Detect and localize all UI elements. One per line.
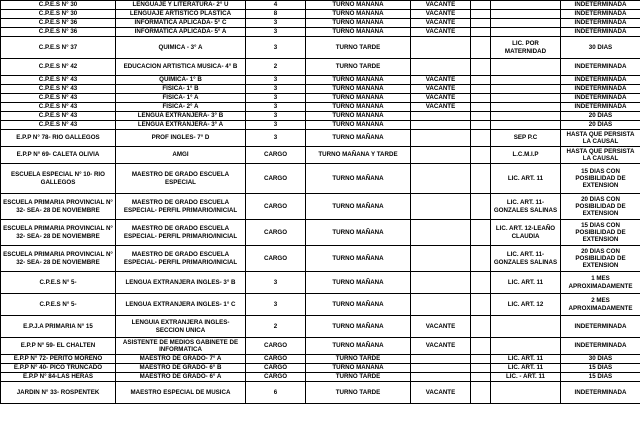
reason-cell <box>491 28 561 37</box>
hours-cell: CARGO <box>246 164 306 194</box>
status-cell <box>411 112 471 121</box>
table-row <box>1 316 640 338</box>
subject-cell: FISICA- 1° A <box>116 94 246 103</box>
reason-cell: LIC. ART. 11- GONZALES SALINAS <box>491 194 561 220</box>
table-row <box>1 382 640 404</box>
school-cell: JARDIN N° 33- ROSPENTEK <box>1 382 116 404</box>
table-row <box>1 130 640 147</box>
subject-cell: FISICA- 1° B <box>116 85 246 94</box>
subject-cell: MAESTRO DE GRADO- 6° A <box>116 373 246 382</box>
table-row <box>1 10 640 19</box>
table-row <box>1 37 640 59</box>
subject-cell: LENGUIA EXTRANJERA INGLES- SECCION UNICA <box>116 316 246 338</box>
extra-cell <box>471 37 491 59</box>
table-row <box>1 338 640 355</box>
reason-cell <box>491 10 561 19</box>
shift-cell: TURNO MAÑANA <box>306 194 411 220</box>
duration-cell: 20 DIAS <box>561 121 640 130</box>
shift-cell: TURNO TARDE <box>306 373 411 382</box>
table-row <box>1 112 640 121</box>
table-row <box>1 94 640 103</box>
school-cell: ESCUELA PRIMARIA PROVINCIAL N° 32- SEA- 28 DE NOVIEMBRE <box>1 194 116 220</box>
reason-cell: LIC. ART. 11 <box>491 355 561 364</box>
status-cell <box>411 220 471 246</box>
extra-cell <box>471 147 491 164</box>
extra-cell <box>471 112 491 121</box>
hours-cell: CARGO <box>246 364 306 373</box>
duration-cell: INDETERMINADA <box>561 85 640 94</box>
extra-cell <box>471 94 491 103</box>
duration-cell: 30 DIAS <box>561 355 640 364</box>
hours-cell: 3 <box>246 130 306 147</box>
hours-cell: 3 <box>246 76 306 85</box>
school-cell: C.P.E.S N° 36 <box>1 19 116 28</box>
shift-cell: TURNO MAÑANA <box>306 130 411 147</box>
duration-cell: INDETERMINADA <box>561 10 640 19</box>
hours-cell: CARGO <box>246 338 306 355</box>
school-cell: C.P.E.S N° 43 <box>1 121 116 130</box>
status-cell <box>411 147 471 164</box>
reason-cell: LIC. ART. 11- GONZALES SALINAS <box>491 246 561 272</box>
extra-cell <box>471 194 491 220</box>
hours-cell: 3 <box>246 37 306 59</box>
hours-cell: 3 <box>246 94 306 103</box>
extra-cell <box>471 246 491 272</box>
extra-cell <box>471 338 491 355</box>
duration-cell: INDETERMINADA <box>561 59 640 76</box>
duration-cell: 15 DIAS <box>561 364 640 373</box>
hours-cell: 3 <box>246 272 306 294</box>
table-row <box>1 272 640 294</box>
school-cell: C.P.E.S N° 5- <box>1 294 116 316</box>
extra-cell <box>471 121 491 130</box>
school-cell: C.P.E.S N° 36 <box>1 28 116 37</box>
school-cell: C.P.E.S N° 37 <box>1 37 116 59</box>
reason-cell <box>491 103 561 112</box>
reason-cell <box>491 59 561 76</box>
duration-cell: HASTA QUE PERSISTA LA CAUSAL <box>561 130 640 147</box>
table-row <box>1 1 640 10</box>
subject-cell: FISICA- 2° A <box>116 103 246 112</box>
reason-cell <box>491 94 561 103</box>
hours-cell: CARGO <box>246 147 306 164</box>
school-cell: E.P.P N° 40- PICO TRUNCADO <box>1 364 116 373</box>
subject-cell: MAESTRO DE GRADO ESCUELA ESPECIAL- PERFIL PRIMARIO/INICIAL <box>116 220 246 246</box>
status-cell <box>411 373 471 382</box>
hours-cell: 3 <box>246 121 306 130</box>
status-cell: VACANTE <box>411 28 471 37</box>
subject-cell: LENGUAJE Y LITERATURA- 2° U <box>116 1 246 10</box>
duration-cell: INDETERMINADA <box>561 382 640 404</box>
table-row <box>1 246 640 272</box>
shift-cell: TURNO MAÑANA <box>306 85 411 94</box>
extra-cell <box>471 382 491 404</box>
duration-cell: 15 DIAS CON POSIBILIDAD DE EXTENSION <box>561 220 640 246</box>
hours-cell: 3 <box>246 28 306 37</box>
school-cell: ESCUELA ESPECIAL N° 10- RIO GALLEGOS <box>1 164 116 194</box>
hours-cell: CARGO <box>246 194 306 220</box>
duration-cell: HASTA QUE PERSISTA LA CAUSAL <box>561 147 640 164</box>
school-cell: C.P.E.S N° 43 <box>1 103 116 112</box>
subject-cell: LENGUA EXTRANJERA- 3° B <box>116 112 246 121</box>
duration-cell: INDETERMINADA <box>561 76 640 85</box>
duration-cell: 20 DIAS CON POSIBILIDAD DE EXTENSION <box>561 246 640 272</box>
table-row <box>1 194 640 220</box>
hours-cell: CARGO <box>246 246 306 272</box>
hours-cell: 3 <box>246 103 306 112</box>
shift-cell: TURNO MAÑANA <box>306 316 411 338</box>
reason-cell: SEP P.C <box>491 130 561 147</box>
shift-cell: TURNO MAÑANA <box>306 76 411 85</box>
shift-cell: TURNO MAÑANA <box>306 103 411 112</box>
duration-cell: 1 MES APROXIMADAMENTE <box>561 272 640 294</box>
reason-cell: LIC. - ART. 11 <box>491 373 561 382</box>
subject-cell: LENGUA EXTRANJERA INGLES- 3° B <box>116 272 246 294</box>
hours-cell: 3 <box>246 294 306 316</box>
table-row <box>1 220 640 246</box>
extra-cell <box>471 19 491 28</box>
subject-cell: ASISTENTE DE MEDIOS GABINETE DE INFORMATICA <box>116 338 246 355</box>
extra-cell <box>471 10 491 19</box>
table-row <box>1 103 640 112</box>
subject-cell: QUIMICA- 1° B <box>116 76 246 85</box>
shift-cell: TURNO MAÑANA <box>306 272 411 294</box>
extra-cell <box>471 316 491 338</box>
hours-cell: CARGO <box>246 373 306 382</box>
extra-cell <box>471 364 491 373</box>
shift-cell: TURNO MAÑANA <box>306 121 411 130</box>
duration-cell: 20 DIAS CON POSIBILIDAD DE EXTENSION <box>561 194 640 220</box>
duration-cell: 2 MES APROXIMADAMENTE <box>561 294 640 316</box>
reason-cell: LIC. ART. 12-LEAÑO CLAUDIA <box>491 220 561 246</box>
duration-cell: INDETERMINADA <box>561 316 640 338</box>
status-cell <box>411 294 471 316</box>
school-cell: E.P.P N° 78- RIO GALLEGOS <box>1 130 116 147</box>
table-row <box>1 19 640 28</box>
duration-cell: INDETERMINADA <box>561 1 640 10</box>
subject-cell: MAESTRO ESPECIAL DE MUSICA <box>116 382 246 404</box>
extra-cell <box>471 272 491 294</box>
shift-cell: TURNO MAÑANA <box>306 112 411 121</box>
status-cell: VACANTE <box>411 1 471 10</box>
duration-cell: 15 DIAS CON POSIBILIDAD DE EXTENSION <box>561 164 640 194</box>
hours-cell: 2 <box>246 59 306 76</box>
table-row <box>1 76 640 85</box>
subject-cell: INFORMATICA APLICADA- 5° A <box>116 28 246 37</box>
status-cell <box>411 246 471 272</box>
reason-cell <box>491 85 561 94</box>
school-cell: C.P.E.S N° 42 <box>1 59 116 76</box>
shift-cell: TURNO MAÑANA <box>306 28 411 37</box>
duration-cell: 15 DIAS <box>561 373 640 382</box>
reason-cell <box>491 112 561 121</box>
school-cell: E.P.P N° 84-LAS HERAS <box>1 373 116 382</box>
extra-cell <box>471 28 491 37</box>
duration-cell: 30 DIAS <box>561 37 640 59</box>
shift-cell: TURNO MAÑANA <box>306 19 411 28</box>
reason-cell <box>491 338 561 355</box>
school-cell: C.P.E.S N° 43 <box>1 85 116 94</box>
extra-cell <box>471 59 491 76</box>
table-row <box>1 164 640 194</box>
subject-cell: MAESTRO DE GRADO- 6° B <box>116 364 246 373</box>
extra-cell <box>471 220 491 246</box>
extra-cell <box>471 130 491 147</box>
school-cell: ESCUELA PRIMARIA PROVINCIAL N° 32- SEA- 28 DE NOVIEMBRE <box>1 246 116 272</box>
status-cell <box>411 355 471 364</box>
table-row <box>1 85 640 94</box>
status-cell: VACANTE <box>411 94 471 103</box>
school-cell: C.P.E.S N° 43 <box>1 94 116 103</box>
school-cell: E.P.P N° 69- CALETA OLIVIA <box>1 147 116 164</box>
shift-cell: TURNO MAÑANA <box>306 220 411 246</box>
shift-cell: TURNO MAÑANA <box>306 364 411 373</box>
reason-cell <box>491 316 561 338</box>
subject-cell: MAESTRO DE GRADO ESCUELA ESPECIAL- PERFIL PRIMARIO/INICIAL <box>116 246 246 272</box>
school-cell: E.P.P N° 72- PERITO MORENO <box>1 355 116 364</box>
shift-cell: TURNO MAÑANA <box>306 164 411 194</box>
subject-cell: AMGI <box>116 147 246 164</box>
status-cell <box>411 364 471 373</box>
shift-cell: TURNO MAÑANA <box>306 10 411 19</box>
extra-cell <box>471 1 491 10</box>
status-cell <box>411 37 471 59</box>
duration-cell: INDETERMINADA <box>561 338 640 355</box>
duration-cell: INDETERMINADA <box>561 19 640 28</box>
reason-cell <box>491 76 561 85</box>
subject-cell: EDUCACION ARTISTICA MUSICA- 4° B <box>116 59 246 76</box>
school-cell: E.P.P N° 59- EL CHALTEN <box>1 338 116 355</box>
hours-cell: 6 <box>246 382 306 404</box>
subject-cell: QUIMICA - 3° A <box>116 37 246 59</box>
reason-cell <box>491 382 561 404</box>
hours-cell: CARGO <box>246 220 306 246</box>
extra-cell <box>471 355 491 364</box>
school-cell: ESCUELA PRIMARIA PROVINCIAL N° 32- SEA- 28 DE NOVIEMBRE <box>1 220 116 246</box>
status-cell: VACANTE <box>411 338 471 355</box>
table-row <box>1 28 640 37</box>
status-cell <box>411 194 471 220</box>
subject-cell: PROF INGLES- 7° D <box>116 130 246 147</box>
status-cell: VACANTE <box>411 85 471 94</box>
extra-cell <box>471 76 491 85</box>
shift-cell: TURNO MAÑANA <box>306 94 411 103</box>
school-cell: E.P.J.A PRIMARIA N° 15 <box>1 316 116 338</box>
status-cell <box>411 59 471 76</box>
subject-cell: MAESTRO DE GRADO- 7° A <box>116 355 246 364</box>
duration-cell: 20 DIAS <box>561 112 640 121</box>
table-row <box>1 373 640 382</box>
shift-cell: TURNO TARDE <box>306 382 411 404</box>
reason-cell: LIC. POR MATERNIDAD <box>491 37 561 59</box>
subject-cell: LENGUA EXTRANJERA INGLES- 1° C <box>116 294 246 316</box>
table-row <box>1 294 640 316</box>
duration-cell: INDETERMINADA <box>561 94 640 103</box>
status-cell <box>411 272 471 294</box>
table-row <box>1 147 640 164</box>
reason-cell <box>491 19 561 28</box>
shift-cell: TURNO MAÑANA <box>306 294 411 316</box>
subject-cell: MAESTRO DE GRADO ESCUELA ESPECIAL <box>116 164 246 194</box>
reason-cell <box>491 121 561 130</box>
shift-cell: TURNO TARDE <box>306 59 411 76</box>
extra-cell <box>471 294 491 316</box>
table-row <box>1 121 640 130</box>
table-row <box>1 364 640 373</box>
reason-cell <box>491 1 561 10</box>
status-cell: VACANTE <box>411 382 471 404</box>
hours-cell: 8 <box>246 10 306 19</box>
shift-cell: TURNO MAÑANA <box>306 1 411 10</box>
shift-cell: TURNO MAÑANA <box>306 338 411 355</box>
table-row <box>1 59 640 76</box>
duration-cell: INDETERMINADA <box>561 103 640 112</box>
extra-cell <box>471 373 491 382</box>
reason-cell: LIC. ART. 11 <box>491 272 561 294</box>
shift-cell: TURNO TARDE <box>306 355 411 364</box>
reason-cell: L.C.M.I.P <box>491 147 561 164</box>
school-cell: C.P.E.S N° 30 <box>1 1 116 10</box>
reason-cell: LIC. ART. 12 <box>491 294 561 316</box>
shift-cell: TURNO MAÑANA <box>306 246 411 272</box>
extra-cell <box>471 85 491 94</box>
status-cell: VACANTE <box>411 10 471 19</box>
subject-cell: MAESTRO DE GRADO ESCUELA ESPECIAL- PERFIL PRIMARIO/INICIAL <box>116 194 246 220</box>
reason-cell: LIC. ART. 11 <box>491 164 561 194</box>
table-body <box>1 1 640 404</box>
subject-cell: LENGUA EXTRANJERA- 3° A <box>116 121 246 130</box>
status-cell <box>411 130 471 147</box>
shift-cell: TURNO MAÑANA Y TARDE <box>306 147 411 164</box>
school-cell: C.P.E.S N° 5- <box>1 272 116 294</box>
reason-cell: LIC. ART. 11 <box>491 364 561 373</box>
status-cell <box>411 164 471 194</box>
status-cell: VACANTE <box>411 103 471 112</box>
hours-cell: 3 <box>246 85 306 94</box>
hours-cell: 2 <box>246 316 306 338</box>
school-cell: C.P.E.S N° 30 <box>1 10 116 19</box>
extra-cell <box>471 103 491 112</box>
hours-cell: CARGO <box>246 355 306 364</box>
school-cell: C.P.E.S N° 43 <box>1 76 116 85</box>
duration-cell: INDETERMINADA <box>561 28 640 37</box>
status-cell <box>411 121 471 130</box>
hours-cell: 3 <box>246 19 306 28</box>
subject-cell: INFORMATICA APLICADA- 5° C <box>116 19 246 28</box>
status-cell: VACANTE <box>411 76 471 85</box>
status-cell: VACANTE <box>411 19 471 28</box>
hours-cell: 4 <box>246 1 306 10</box>
table-row <box>1 355 640 364</box>
school-cell: C.P.E.S N° 43 <box>1 112 116 121</box>
shift-cell: TURNO TARDE <box>306 37 411 59</box>
status-cell: VACANTE <box>411 316 471 338</box>
hours-cell: 3 <box>246 112 306 121</box>
extra-cell <box>471 164 491 194</box>
subject-cell: LENGUAJE ARTISTICO PLASTICA <box>116 10 246 19</box>
